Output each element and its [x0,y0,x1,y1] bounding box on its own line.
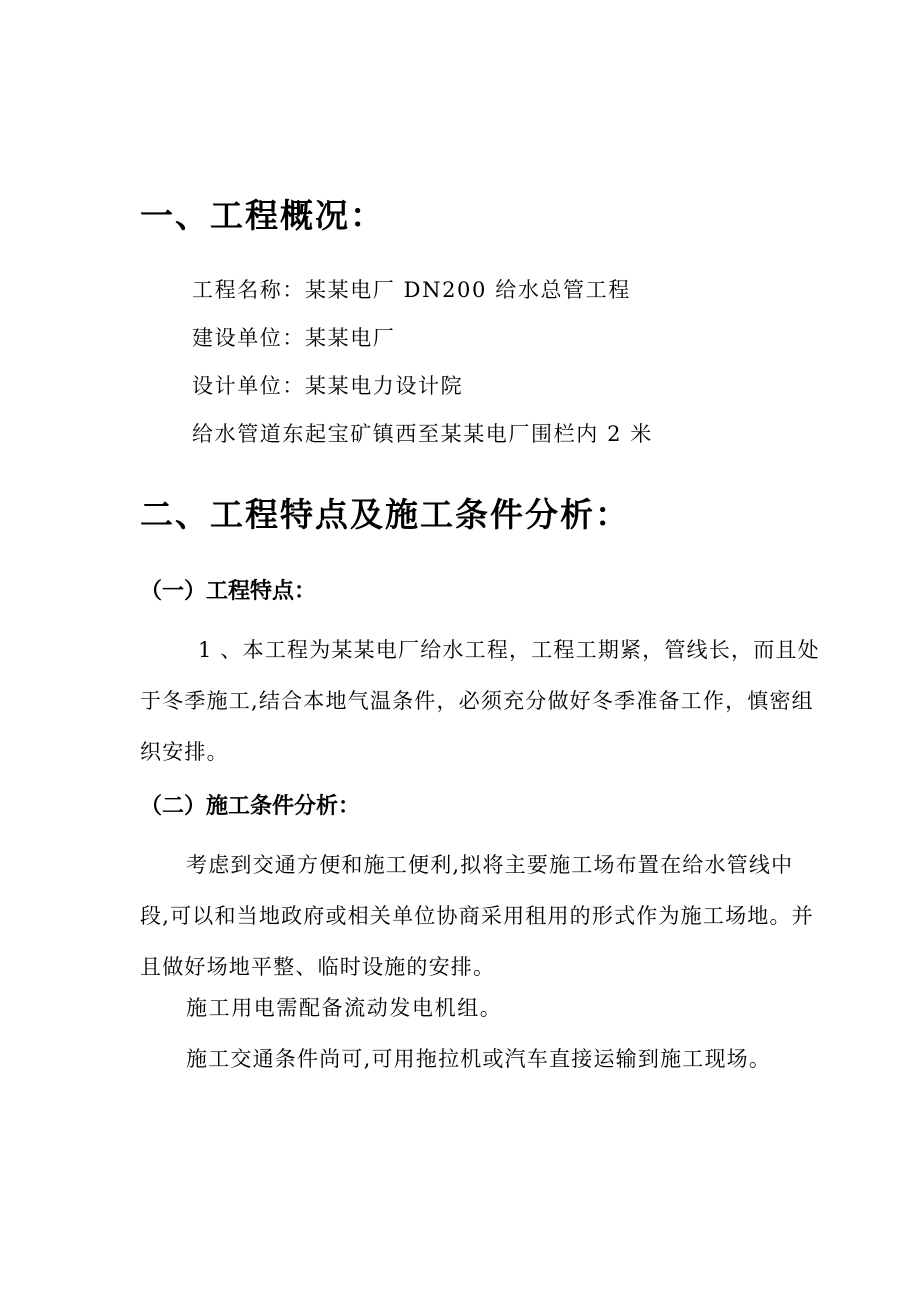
project-features-paragraph: 1 、本工程为某某电厂给水工程，工程工期紧，管线长，而且处于冬季施工,结合本地气温条件，必须充分做好冬季准备工作，慎密组织安排。 [140,638,820,764]
construction-unit-line: 建设单位：某某电厂 [192,326,396,350]
section-2-heading: 二、工程特点及施工条件分析： [140,495,630,534]
power-supply-paragraph: 施工用电需配备流动发电机组。 [186,996,503,1020]
section-1-heading: 一、工程概况： [140,196,385,235]
project-name-line: 工程名称：某某电厂 DN200 给水总管工程 [192,278,631,302]
pipeline-route-line: 给水管道东起宝矿镇西至某某电厂围栏内 2 米 [192,422,653,446]
design-unit-line: 设计单位：某某电力设计院 [192,374,464,398]
traffic-conditions-paragraph: 施工交通条件尚可,可用拖拉机或汽车直接运输到施工现场。 [186,1047,772,1071]
subsection-2-heading: （二）施工条件分析： [140,794,361,819]
subsection-1-heading: （一）工程特点： [140,579,317,604]
site-layout-paragraph: 考虑到交通方便和施工便利,拟将主要施工场布置在给水管线中段,可以和当地政府或相关单位协商采用租用的形式作为施工场地。并且做好场地平整、临时设施的安排。 [140,853,814,979]
